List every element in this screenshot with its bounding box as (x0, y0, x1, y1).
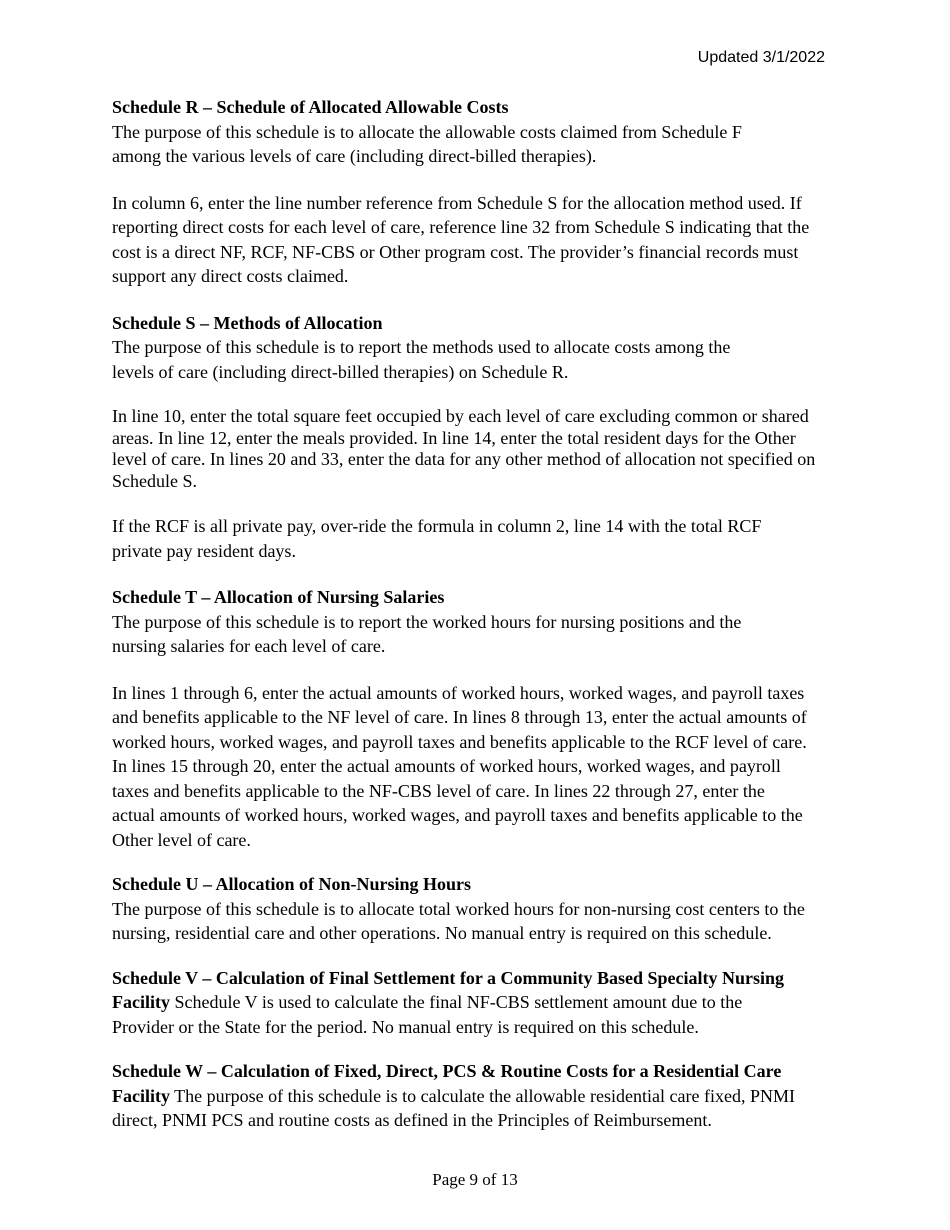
schedule-u-heading: Schedule U – Allocation of Non-Nursing Hours (112, 874, 472, 894)
text-line: and benefits applicable to the NF level of care. In lines 8 through 13, enter the actual amounts of (112, 707, 807, 727)
text-line (112, 1084, 852, 1109)
text-line: In column 6, enter the line number reference from Schedule S for the allocation method used. If (112, 192, 802, 213)
schedule-t-heading: Schedule T – Allocation of Nursing Salaries (112, 587, 445, 607)
text-line: among the various levels of care (including direct-billed therapies). (112, 146, 597, 166)
text-line: In lines 15 through 20, enter the actual amounts of worked hours, worked wages, and payroll (112, 756, 781, 776)
schedule-s-section (112, 311, 852, 564)
text-line: actual amounts of worked hours, worked wages, and payroll taxes and benefits applicable to the (112, 805, 803, 825)
schedule-w-paragraph (112, 1059, 852, 1133)
text-line (112, 990, 852, 1015)
schedule-v-heading: Schedule V – Calculation of Final Settlement for a Community Based Specialty Nursing (112, 967, 785, 988)
text-line: The purpose of this schedule is to report the worked hours for nursing positions and the (112, 611, 742, 632)
schedule-w-heading: Schedule W – Calculation of Fixed, Direct, PCS & Routine Costs for a Residential Care (112, 1061, 782, 1081)
schedule-u-purpose (112, 897, 852, 946)
updated-date: Updated 3/1/2022 (697, 49, 825, 66)
text-line: level of care. In lines 20 and 33, enter the data for any other method of allocation not specified on (112, 449, 816, 469)
text-line: direct, PNMI PCS and routine costs as defined in the Principles of Reimbursement. (112, 1110, 712, 1130)
text-line: taxes and benefits applicable to the NF-CBS level of care. In lines 22 through 27, enter the (112, 780, 765, 801)
schedule-v-heading-cont: Facility (112, 992, 170, 1012)
page-number: Page 9 of 13 (432, 1170, 518, 1189)
schedule-u-section (112, 872, 852, 946)
schedule-t-purpose (112, 610, 852, 659)
text-line: Schedule S. (112, 470, 197, 491)
text-line: levels of care (including direct-billed therapies) on Schedule R. (112, 361, 569, 382)
text-line: support any direct costs claimed. (112, 266, 349, 286)
schedule-w-heading-cont: Facility (112, 1085, 170, 1106)
schedule-t-section (112, 585, 852, 852)
schedule-w-text: The purpose of this schedule is to calculate the allowable residential care fixed, PNMI (169, 1085, 795, 1106)
text-line: If the RCF is all private pay, over-ride the formula in column 2, line 14 with the total RCF (112, 516, 762, 536)
schedule-r-heading: Schedule R – Schedule of Allocated Allowable Costs (112, 97, 509, 117)
schedule-r-purpose (112, 120, 852, 169)
text-line: The purpose of this schedule is to report the methods used to allocate costs among the (112, 337, 731, 357)
text-line: private pay resident days. (112, 540, 296, 561)
schedule-s-heading: Schedule S – Methods of Allocation (112, 312, 383, 333)
text-line: In lines 1 through 6, enter the actual amounts of worked hours, worked wages, and payroll taxes (112, 682, 805, 703)
text-line: areas. In line 12, enter the meals provided. In line 14, enter the total resident days for the Other (112, 427, 796, 448)
schedule-t-detail (112, 681, 852, 853)
text-line: nursing salaries for each level of care. (112, 636, 386, 656)
schedule-v-paragraph (112, 966, 852, 1040)
text-line: worked hours, worked wages, and payroll taxes and benefits applicable to the RCF level of care. (112, 731, 807, 752)
text-line: The purpose of this schedule is to allocate the allowable costs claimed from Schedule F (112, 121, 742, 142)
schedule-w-section (112, 1059, 852, 1133)
schedule-s-purpose (112, 335, 852, 384)
schedule-v-section (112, 966, 852, 1040)
text-line: cost is a direct NF, RCF, NF-CBS or Other program cost. The provider’s financial records must (112, 241, 799, 262)
page-content (112, 95, 852, 1133)
text-line: reporting direct costs for each level of care, reference line 32 from Schedule S indicating that the (112, 217, 810, 237)
text-line: nursing, residential care and other operations. No manual entry is required on this schedule. (112, 923, 772, 943)
text-line: In line 10, enter the total square feet occupied by each level of care excluding common or shared (112, 406, 809, 426)
schedule-r-detail (112, 191, 852, 289)
schedule-v-text: Schedule V is used to calculate the final NF-CBS settlement amount due to the (169, 992, 743, 1012)
text-line: Provider or the State for the period. No manual entry is required on this schedule. (112, 1016, 699, 1037)
text-line: Other level of care. (112, 829, 251, 850)
text-line: The purpose of this schedule is to allocate total worked hours for non-nursing cost centers to the (112, 898, 805, 919)
schedule-r-section (112, 95, 852, 289)
schedule-s-rcf-note (112, 514, 852, 563)
schedule-s-detail (112, 406, 852, 492)
